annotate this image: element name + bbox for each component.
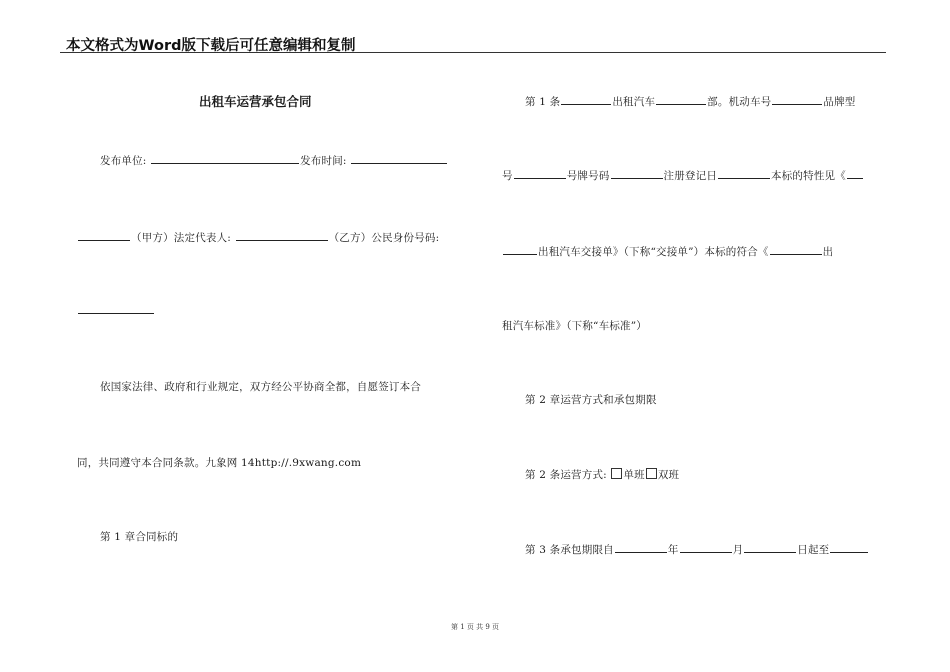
party-b-label: （乙方）公民身份号码: bbox=[328, 232, 440, 244]
double-shift-checkbox[interactable] bbox=[646, 468, 657, 479]
contract-title: 出租车运营承包合同 bbox=[199, 94, 312, 109]
blank bbox=[503, 253, 537, 255]
article-3-line bbox=[525, 542, 869, 557]
single-shift-label: 单班 bbox=[623, 469, 645, 481]
text: 第 3 条承包期限自 bbox=[525, 544, 614, 556]
publish-time-blank bbox=[351, 162, 447, 164]
double-shift-label: 双班 bbox=[657, 469, 680, 481]
publish-info-line bbox=[100, 153, 448, 168]
publish-unit-label: 发布单位: bbox=[100, 155, 147, 167]
party-a-label: （甲方）法定代表人: bbox=[131, 232, 232, 244]
blank bbox=[611, 177, 663, 179]
id-number-line bbox=[77, 305, 155, 317]
blank bbox=[830, 551, 868, 553]
text: 出租汽车交接单》（下称“交接单”）本标的符合《 bbox=[538, 246, 769, 258]
publish-time-label: 发布时间: bbox=[300, 155, 347, 167]
paragraph-1-line-1: 依国家法律、政府和行业规定，双方经公平协商全都，自愿签订本合 bbox=[100, 381, 421, 393]
party-a-rep-blank bbox=[236, 239, 328, 241]
vehicle-standard-line: 租汽车标准》（下称“车标准”） bbox=[502, 320, 647, 332]
text: 本标的特性见《 bbox=[771, 170, 846, 182]
article-1-label: 第 1 条 bbox=[525, 96, 561, 108]
text: 号牌号码 bbox=[566, 170, 610, 182]
text: 日起至 bbox=[797, 544, 830, 556]
header-rule bbox=[60, 52, 886, 53]
text: 部。机动车号 bbox=[707, 96, 772, 108]
article-1-line bbox=[525, 94, 855, 109]
text: 出租汽车 bbox=[612, 96, 656, 108]
text: 月 bbox=[732, 544, 744, 556]
vehicle-details-line bbox=[502, 168, 864, 183]
text: 年 bbox=[667, 544, 679, 556]
blank bbox=[744, 551, 796, 553]
blank bbox=[847, 177, 863, 179]
article-2-line bbox=[525, 467, 679, 482]
text: 号 bbox=[502, 170, 513, 182]
blank bbox=[561, 103, 611, 105]
blank bbox=[514, 177, 566, 179]
chapter-1-heading: 第 1 章合同标的 bbox=[100, 531, 179, 543]
single-shift-checkbox[interactable] bbox=[611, 468, 622, 479]
blank bbox=[770, 253, 822, 255]
blank bbox=[656, 103, 706, 105]
text: 注册登记日 bbox=[663, 170, 718, 182]
document-header: 本文格式为Word版下载后可任意编辑和复制 bbox=[66, 38, 356, 54]
blank bbox=[615, 551, 667, 553]
party-a-blank bbox=[78, 239, 130, 241]
article-2-label: 第 2 条运营方式: bbox=[525, 469, 607, 481]
id-number-blank bbox=[78, 312, 154, 314]
paragraph-1-line-2: 同，共同遵守本合同条款。九象网 14http://.9xwang.com bbox=[77, 457, 362, 469]
chapter-2-heading: 第 2 章运营方式和承包期限 bbox=[525, 394, 657, 406]
text: 出 bbox=[822, 246, 834, 258]
handover-sheet-line bbox=[502, 244, 833, 259]
blank bbox=[772, 103, 822, 105]
blank bbox=[718, 177, 770, 179]
blank bbox=[680, 551, 732, 553]
parties-line bbox=[77, 230, 439, 245]
text: 品牌型 bbox=[823, 96, 856, 108]
page-footer: 第 1 页 共 9 页 bbox=[450, 623, 500, 631]
publish-unit-blank bbox=[151, 162, 299, 164]
